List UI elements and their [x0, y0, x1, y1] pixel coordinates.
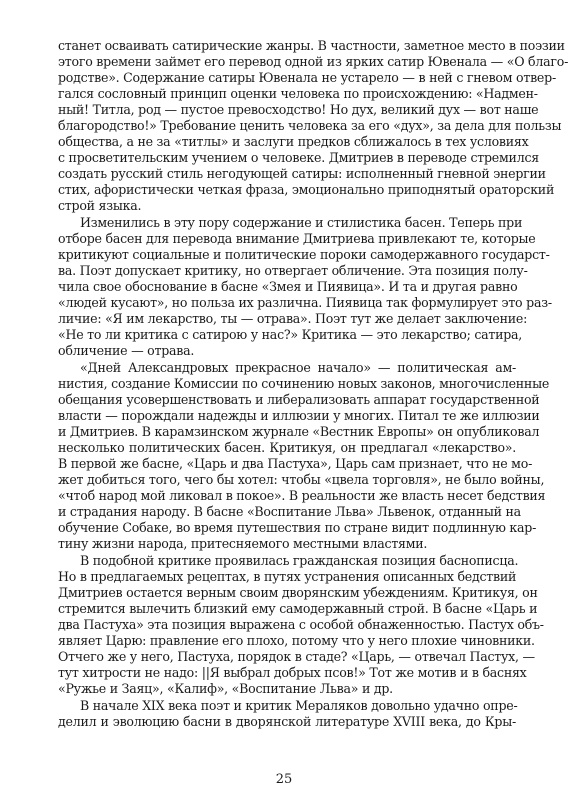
paragraph [58, 698, 516, 730]
text-line: нистия, создание Комиссии по сочинению новых законов, многочисленные [58, 376, 550, 391]
text-line: «Не то ли критика с сатирою у нас?» Критика — это лекарство; сатира, [58, 327, 523, 342]
text-line: строй языка. [58, 198, 142, 213]
text-line: Но в предлагаемых рецептах, в путях устранения описанных бедствий [58, 569, 517, 584]
page-number: 25 [275, 772, 293, 787]
text-line: благородство!» Требование ценить человека за его «дух», за дела для пользы [58, 118, 562, 133]
text-line: создать русский стиль негодующей сатиры: исполненный гневной энергии [58, 166, 546, 181]
text-line: стих, афористически четкая фраза, эмоционально приподнятый ораторский [58, 182, 555, 197]
text-line: являет Царю: правление его плохо, потому что у него плохие чиновники. [58, 633, 535, 648]
text-line: власти — порождали надежды и иллюзии у многих. Питал те же иллюзии [58, 408, 540, 423]
text-line: общества, а не за «титлы» и заслуги предков сближалось в тех условиях [58, 134, 529, 149]
text-line: Изменились в эту пору содержание и стилистика басен. Теперь при [80, 215, 523, 230]
text-line: Дмитриев остается верным своим дворянским убеждениям. Критикуя, он [58, 585, 538, 600]
text-line: отборе басен для перевода внимание Дмитриева привлекают те, которые [58, 231, 536, 246]
text-line: жет добиться того, чего бы хотел: чтобы «цвела торговля», не было войны, [58, 472, 545, 487]
text-line: обучение Собаке, во время путешествия по стране видит подлинную кар- [58, 520, 537, 535]
text-line: «людей кусают», но польза их различна. Пиявица так формулирует это раз- [58, 295, 552, 310]
text-line: «чтоб народ мой ликовал в покое». В реальности же власть несет бедствия [58, 488, 546, 503]
text-line: с просветительским учением о человеке. Дмитриев в переводе стремился [58, 150, 539, 165]
text-line: «Дней Александровых прекрасное начало» — политическая ам- [80, 360, 516, 375]
text-line: и Дмитриев. В карамзинском журнале «Вестник Европы» он опубликовал [58, 424, 540, 439]
text-line: ный! Титла, род — пустое превосходство! Но дух, великий дух — вот наше [58, 102, 539, 117]
text-line: несколько политических басен. Критикуя, он предлагал «лекарство». [58, 440, 516, 455]
text-line: тут хитрости не надо: ||Я выбрал добрых псов!» Тот же мотив и в баснях [58, 665, 527, 680]
text-line: родстве». Содержание сатиры Ювенала не устарело — в ней с гневом отвер- [58, 70, 556, 85]
paragraph [58, 215, 552, 359]
text-line: В подобной критике проявилась гражданская позиция баснописца. [80, 553, 519, 568]
text-line: личие: «Я им лекарство, ты — отрава». Поэт тут же делает заключение: [58, 311, 528, 326]
text-line: чила свое обоснование в басне «Змея и Пиявица». И та и другая равно [58, 279, 518, 294]
text-line: В первой же басне, «Царь и два Пастуха», Царь сам признает, что не мо- [58, 456, 533, 471]
text-line: критикуют социальные и политические пороки самодержавного государст- [58, 247, 550, 262]
paragraph [58, 38, 568, 214]
text-line: стремится вылечить близкий ему самодержавный строй. В басне «Царь и [58, 601, 538, 616]
text-line: В начале XIX века поэт и критик Мераляков довольно удачно опре- [80, 698, 518, 713]
text-line: Отчего же у него, Пастуха, порядок в стаде? «Царь, — отвечал Пастух, — [58, 649, 535, 664]
paragraph [58, 360, 550, 552]
text-line: гался сословный принцип оценки человека по происхождению: «Надмен- [58, 86, 538, 101]
text-line: делил и эволюцию басни в дворянской литературе XVIII века, до Кры- [58, 714, 516, 729]
body-text [58, 38, 568, 731]
text-line: ва. Поэт допускает критику, но отвергает обличение. Эта позиция полу- [58, 263, 528, 278]
paragraph [58, 553, 544, 697]
text-line: два Пастуха» эта позиция выражена с особой обнаженностью. Пастух объ- [58, 617, 544, 632]
text-line: этого времени займет его перевод одной из ярких сатир Ювенала — «О благо- [58, 54, 568, 69]
text-line: и страдания народу. В басне «Воспитание Льва» Львенок, отданный на [58, 504, 521, 519]
text-line: обличение — отрава. [58, 343, 195, 358]
text-line: тину жизни народа, притесняемого местными властями. [58, 536, 428, 551]
text-line: «Ружье и Заяц», «Калиф», «Воспитание Льва» и др. [58, 681, 393, 696]
text-line: станет осваивать сатирические жанры. В частности, заметное место в поэзии [58, 38, 565, 53]
text-line: обещания усовершенствовать и либерализовать аппарат государственной [58, 392, 540, 407]
